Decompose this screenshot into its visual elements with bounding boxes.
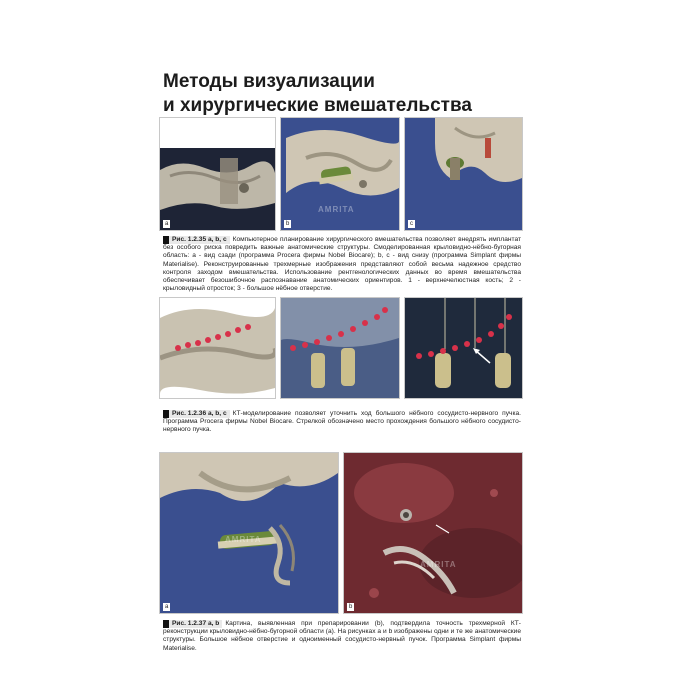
page-title-line-2: и хирургические вмешательства: [163, 95, 472, 116]
figure-1-a: [159, 117, 276, 231]
figure-caption-1: [163, 236, 521, 293]
ct-3d-reconstruction: [160, 453, 338, 613]
figure-2-c: [404, 297, 523, 399]
watermark: AMRITA: [318, 205, 355, 214]
ct-model-canal-view-c: [405, 298, 522, 398]
figure-label: c: [410, 221, 413, 227]
ct-render-inferior-view-2: [405, 118, 522, 230]
ct-model-canal-view-a: [160, 298, 275, 398]
figure-1-c: [404, 117, 523, 231]
ct-model-canal-view-b: [281, 298, 399, 398]
figure-2-a: [159, 297, 276, 399]
figure-caption-3: [163, 620, 521, 653]
figure-label: b: [349, 604, 353, 610]
caption-text: Компьютерное планирование хирургического вмешательства позволяет внедрять имплантат без особого риска повредить важные анатомические структуры. Смоделированная крыловидно-нёбно-бугорная область: a - вид сзади (программа Procera фирмы Nobel Biocare); b, c - вид снизу (программа Simplant фирмы Materialise). Реконструированные трехмерные изображения представляют собой весьма надежное средство контроля заходом вмешательства. Использование рентгенологических данных во время вмешательства обеспечивает безошибочное распознавание анатомических ориентиров. 1 - верхнечелюстная кость; 2 - крыловидный отросток; 3 - большое нёбное отверстие.: [163, 236, 521, 293]
page-title: [163, 70, 583, 118]
figure-label: b: [286, 221, 290, 227]
figure-caption-2: [163, 410, 521, 435]
figure-label: a: [165, 604, 169, 610]
watermark: AMRITA: [225, 535, 262, 544]
ct-render-posterior-view: [160, 118, 275, 230]
figure-number: Рис. 1.2.36 a, b, c: [163, 410, 230, 418]
figure-number: Рис. 1.2.35 a, b, c: [163, 236, 230, 244]
caption-text: КТ-моделирование позволяет уточнить ход большого нёбного сосудисто-нервного пучка. Программа Procera фирмы Nobel Biocare. Стрелкой обозначено место прохождения большого нёбного сосудисто-нервного пучка.: [163, 410, 521, 434]
page-title-line-1: Методы визуализации: [163, 71, 375, 92]
figure-label: a: [165, 221, 169, 227]
figure-3-b: [343, 452, 523, 614]
surgical-dissection-photo: [344, 453, 522, 613]
caption-text: Картина, выявленная при препарировании (b), подтвердила точность трехмерной КТ-реконструкции крыловидно-нёбно-бугорной области (a). На рисунках a и b изображены одни и те же анатомические структуры. Большое нёбное отверстие и одноименный сосудисто-нервный пучок. Программа Simplant фирмы Materialise.: [163, 620, 521, 652]
watermark: AMRITA: [420, 560, 457, 569]
figure-2-b: [280, 297, 400, 399]
figure-number: Рис. 1.2.37 a, b: [163, 620, 222, 628]
figure-3-a: [159, 452, 339, 614]
